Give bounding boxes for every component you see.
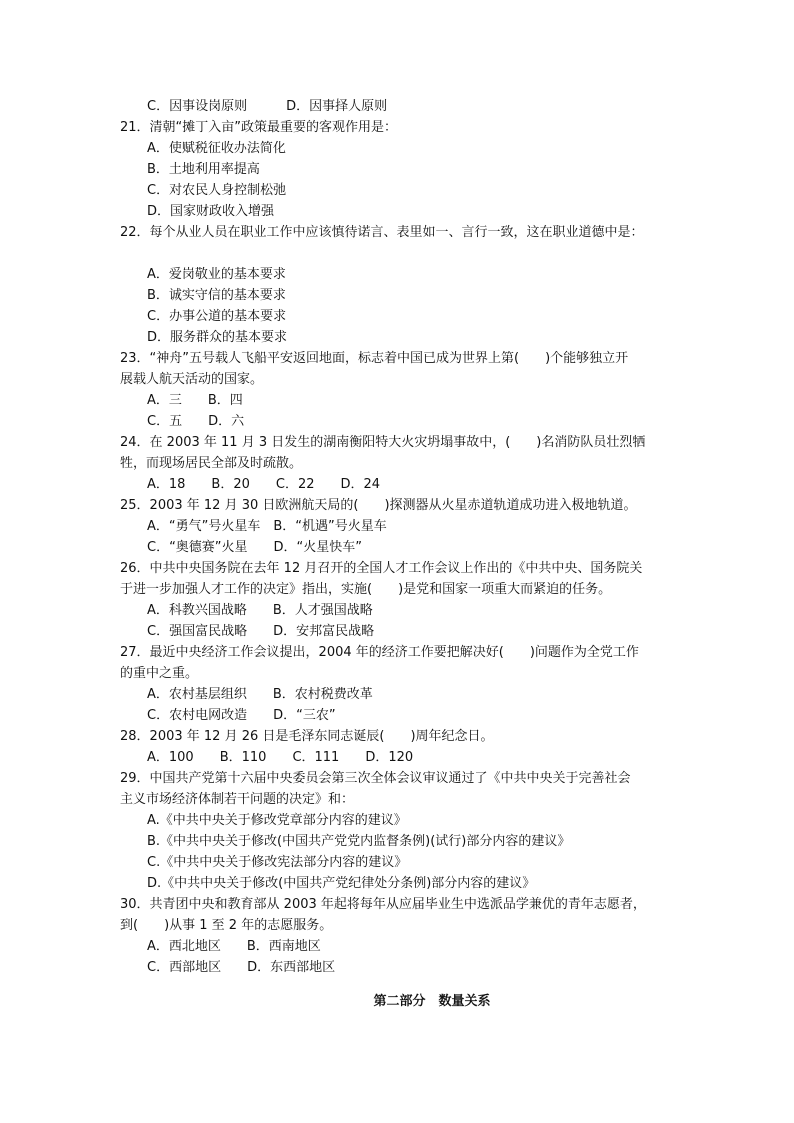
q20-options-cd: C．因事设岗原则 D．因事择人原则 bbox=[147, 99, 388, 114]
q25-stem: 25．2003 年 12 月 30 日欧洲航天局的( )探测器从火星赤道轨道成功进入极地轨道。 bbox=[120, 498, 637, 513]
q25-options-cd: C．“奥德赛”火星 D．“火星快车” bbox=[147, 540, 363, 555]
q21-option-b: B．土地利用率提高 bbox=[147, 162, 260, 177]
q26-stem-line1: 26．中共中央国务院在去年 12 月召开的全国人才工作会议上作出的《中共中央、国务院关 bbox=[120, 561, 643, 576]
q24-stem-line1: 24．在 2003 年 11 月 3 日发生的湖南衡阳特大火灾坍塌事故中，( )名消防队员壮烈牺 bbox=[120, 435, 646, 450]
q29-option-c: C.《中共中央关于修改宪法部分内容的建议》 bbox=[147, 855, 408, 870]
q29-stem-line1: 29．中国共产党第十六届中央委员会第三次全体会议审议通过了《中共中央关于完善社会 bbox=[120, 771, 631, 786]
q28-stem: 28．2003 年 12 月 26 日是毛泽东同志诞辰( )周年纪念日。 bbox=[120, 729, 494, 744]
q24-options: A．18 B．20 C．22 D．24 bbox=[147, 477, 381, 492]
q27-stem-line2: 的重中之重。 bbox=[120, 666, 199, 681]
q23-stem-line1: 23．“神舟”五号载人飞船平安返回地面，标志着中国已成为世界上第( )个能够独立开 bbox=[120, 351, 629, 366]
q30-options-ab: A．西北地区 B．西南地区 bbox=[147, 939, 321, 954]
q30-stem-line1: 30．共青团中央和教育部从 2003 年起将每年从应届毕业生中选派品学兼优的青年志愿者， bbox=[120, 897, 646, 912]
q22-option-c: C．办事公道的基本要求 bbox=[147, 309, 287, 324]
q22-option-a: A．爱岗敬业的基本要求 bbox=[147, 267, 286, 282]
q21-option-c: C．对农民人身控制松弛 bbox=[147, 183, 287, 198]
q29-option-d: D.《中共中央关于修改(中国共产党纪律处分条例)部分内容的建议》 bbox=[147, 876, 536, 891]
blank-line bbox=[120, 243, 680, 264]
q30-stem-line2: 到( )从事 1 至 2 年的志愿服务。 bbox=[120, 918, 333, 933]
q24-stem-line2: 牲，而现场居民全部及时疏散。 bbox=[120, 456, 303, 471]
q29-option-b: B.《中共中央关于修改(中国共产党党内监督条例)(试行)部分内容的建议》 bbox=[147, 834, 571, 849]
q29-option-a: A.《中共中央关于修改党章部分内容的建议》 bbox=[147, 813, 407, 828]
q27-stem-line1: 27．最近中央经济工作会议提出，2004 年的经济工作要把解决好( )问题作为全党工作 bbox=[120, 645, 639, 660]
q26-stem-line2: 于进一步加强人才工作的决定》指出，实施( )是党和国家一项重大而紧迫的任务。 bbox=[120, 582, 612, 597]
q21-stem: 21．清朝“摊丁入亩”政策最重要的客观作用是： bbox=[120, 120, 398, 135]
q22-option-b: B．诚实守信的基本要求 bbox=[147, 288, 286, 303]
section-title-text: 第二部分 数量关系 bbox=[373, 994, 491, 1009]
q22-stem: 22．每个从业人员在职业工作中应该慎待诺言、表里如一、言行一致，这在职业道德中是： bbox=[120, 225, 644, 240]
question-list bbox=[120, 96, 680, 978]
q21-option-a: A．使赋税征收办法简化 bbox=[147, 141, 286, 156]
q23-options-ab: A．三 B．四 bbox=[147, 393, 243, 408]
q23-options-cd: C．五 D．六 bbox=[147, 414, 245, 429]
section-heading bbox=[0, 991, 794, 1012]
q23-stem-line2: 展载人航天活动的国家。 bbox=[120, 372, 264, 387]
q21-option-d: D．国家财政收入增强 bbox=[147, 204, 275, 219]
q25-options-ab: A．“勇气”号火星车 B．“机遇”号火星车 bbox=[147, 519, 387, 534]
q27-options-ab: A．农村基层组织 B．农村税费改革 bbox=[147, 687, 373, 702]
q29-stem-line2: 主义市场经济体制若干问题的决定》和： bbox=[120, 792, 355, 807]
q26-options-cd: C．强国富民战略 D．安邦富民战略 bbox=[147, 624, 375, 639]
q26-options-ab: A．科教兴国战略 B．人才强国战略 bbox=[147, 603, 373, 618]
q22-option-d: D．服务群众的基本要求 bbox=[147, 330, 288, 345]
q30-options-cd: C．西部地区 D．东西部地区 bbox=[147, 960, 336, 975]
q27-options-cd: C．农村电网改造 D．“三农” bbox=[147, 708, 336, 723]
q28-options: A．100 B．110 C．111 D．120 bbox=[147, 750, 414, 765]
